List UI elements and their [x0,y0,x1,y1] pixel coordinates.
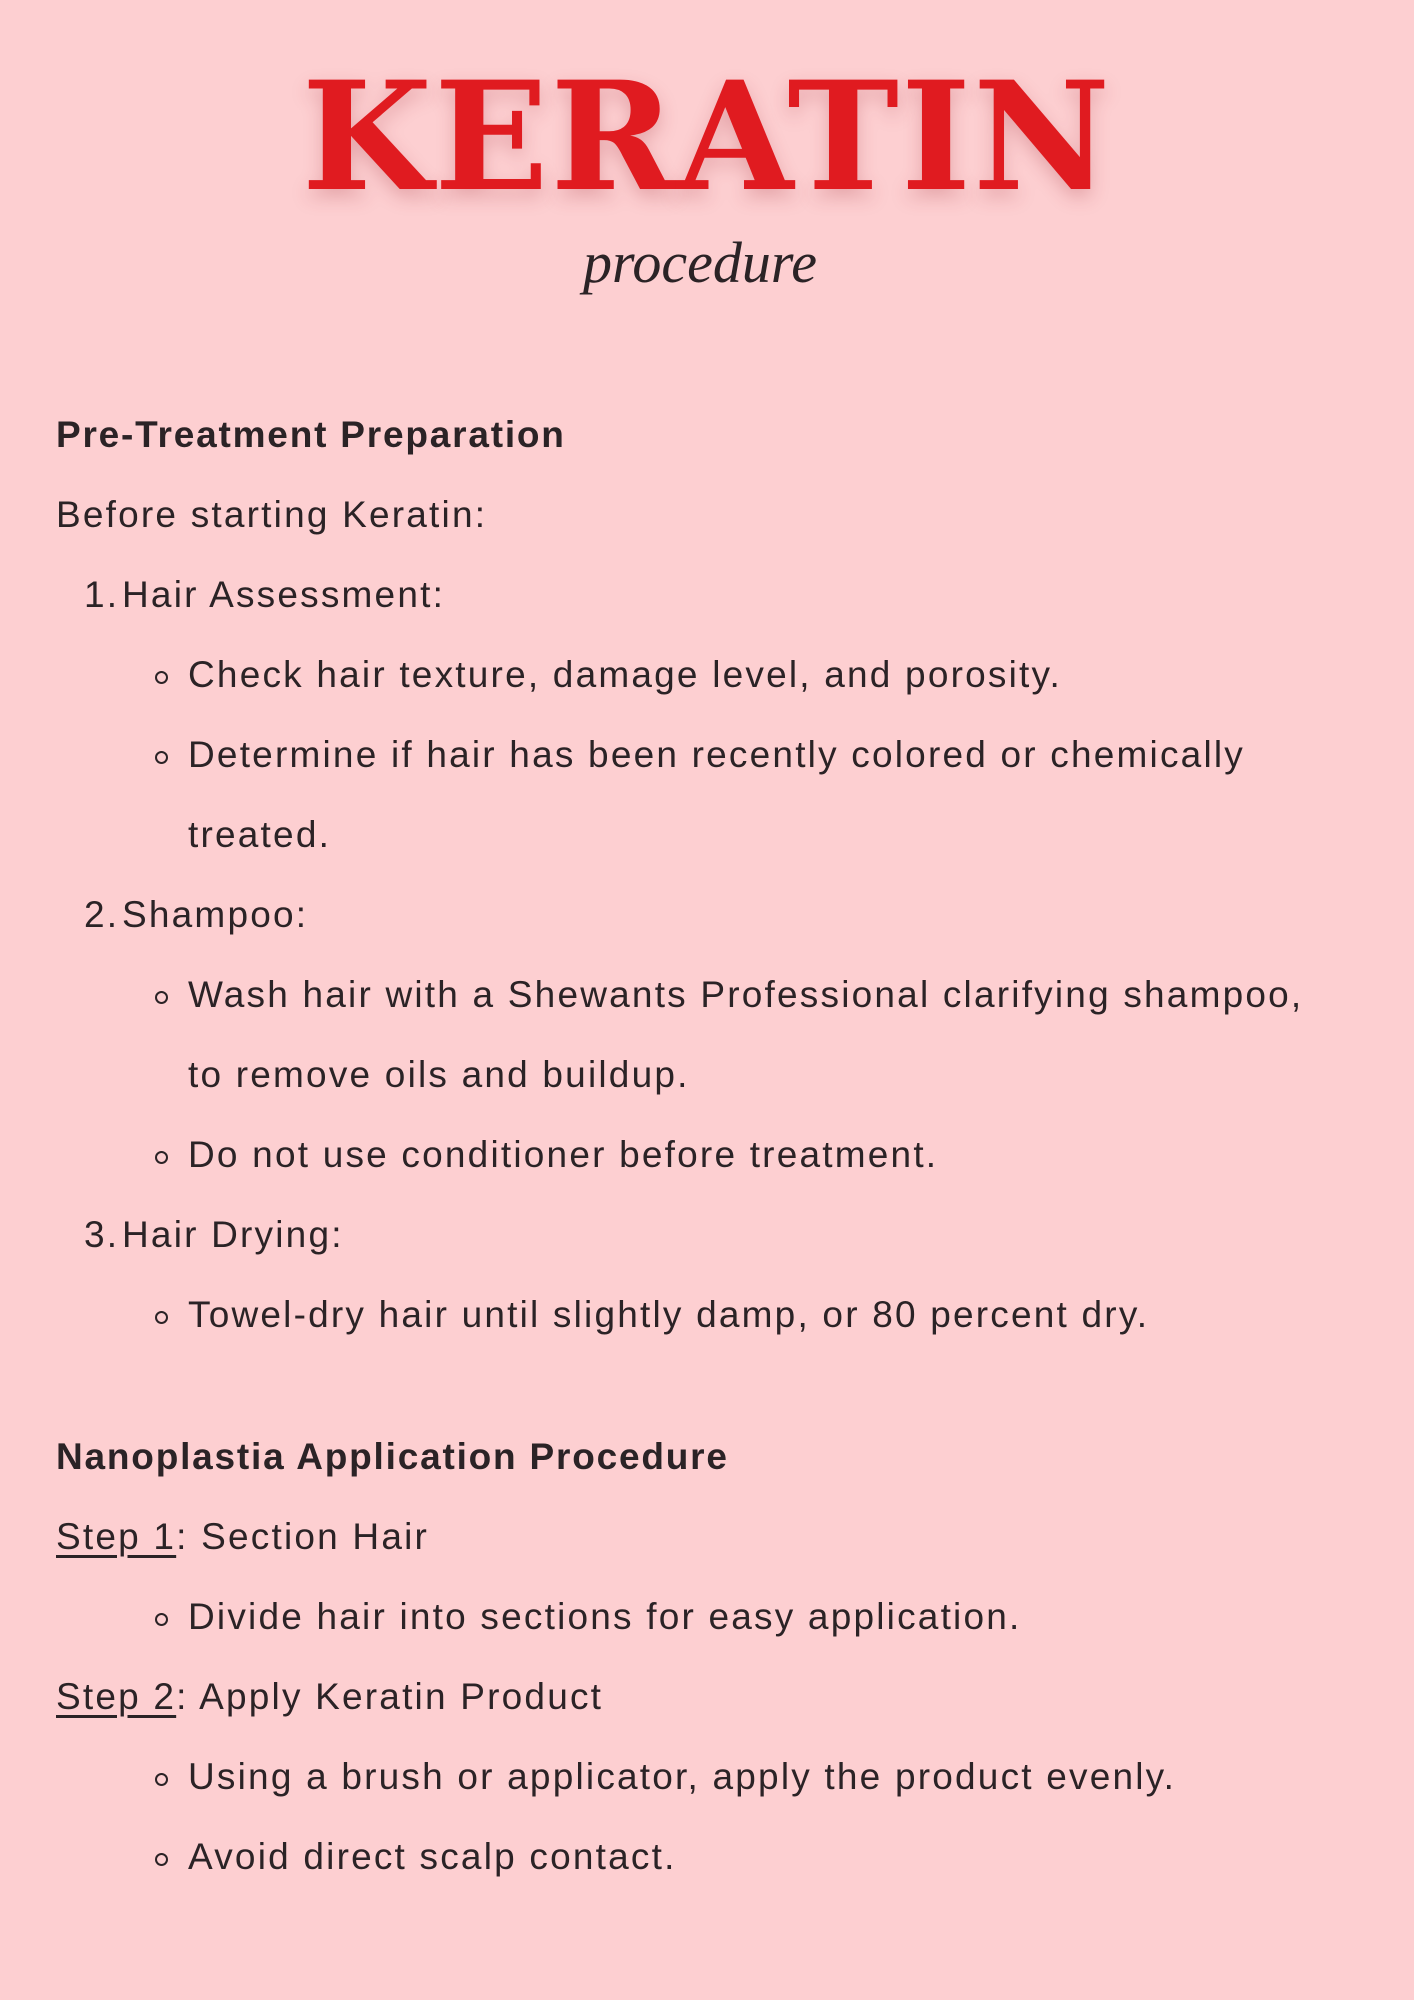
step-heading [56,1497,1376,1577]
numbered-item [56,1195,1376,1275]
section-heading-pretreatment: Pre-Treatment Preparation [56,414,566,455]
step-title: : Apply Keratin Product [176,1676,604,1717]
section-heading-application: Nanoplastia Application Procedure [56,1436,729,1477]
step-heading [56,1657,1376,1737]
item-label: Shampoo: [122,894,309,935]
list-item-continuation: to remove oils and buildup. [188,1054,690,1095]
step-label: Step 1 [56,1516,177,1557]
item-number: 1. [84,574,120,615]
section-spacer [56,1355,1376,1417]
item-label: Hair Assessment: [122,574,446,615]
page-title: KERATIN [301,49,1113,225]
list-item-continuation: treated. [188,814,332,855]
list-item: Avoid direct scalp contact. [56,1817,1376,1897]
item-number: 3. [84,1214,120,1255]
pretreatment-intro: Before starting Keratin: [56,494,488,535]
item-label: Hair Drying: [122,1214,344,1255]
list-item: Wash hair with a Shewants Professional clarifying shampoo, [56,955,1376,1035]
numbered-item [56,875,1376,955]
list-item: Check hair texture, damage level, and porosity. [56,635,1376,715]
step-title: : Section Hair [176,1516,430,1557]
step-label: Step 2 [56,1676,177,1717]
item-number: 2. [84,894,120,935]
page-subtitle: procedure [582,230,818,295]
list-item: Towel-dry hair until slightly damp, or 80 percent dry. [56,1275,1376,1355]
numbered-item [56,555,1376,635]
list-item: Using a brush or applicator, apply the product evenly. [56,1737,1376,1817]
document-body [56,395,1376,1897]
list-item: Determine if hair has been recently colored or chemically [56,715,1376,795]
list-item: Do not use conditioner before treatment. [56,1115,1376,1195]
list-item: Divide hair into sections for easy application. [56,1577,1376,1657]
